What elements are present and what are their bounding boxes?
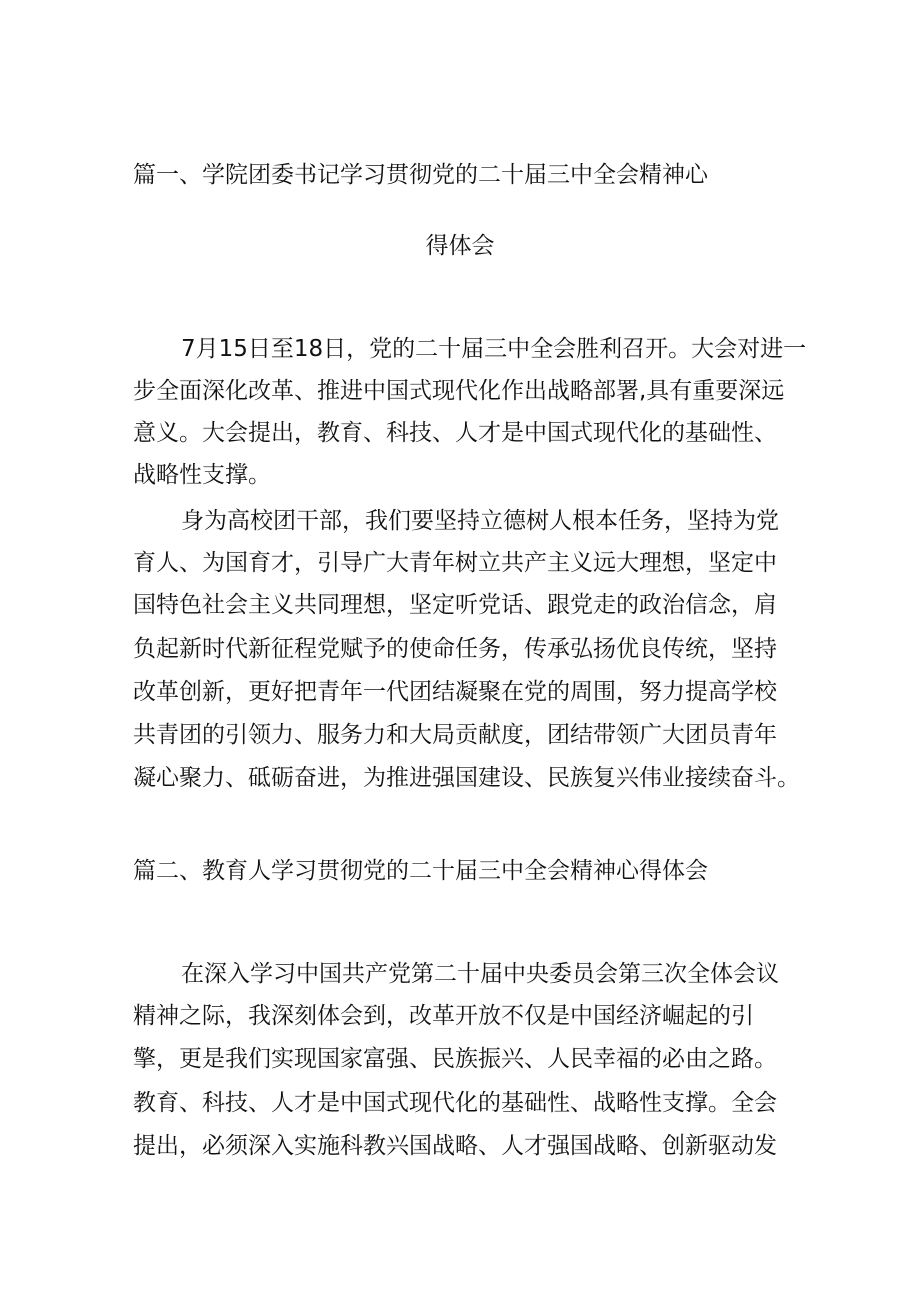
section2-p1-line1: 在深入学习中国共产党第二十届中央委员会第三次全体会议 xyxy=(181,961,779,987)
section2-title: 篇二、教育人学习贯彻党的二十届三中全会精神心得体会 xyxy=(133,858,708,884)
section1-p1-line4: 战略性支撑。 xyxy=(133,462,271,488)
section1-p1-line3: 意义。大会提出，教育、科技、人才是中国式现代化的基础性、 xyxy=(133,420,777,446)
section1-p2-line2: 育人、为国育才，引导广大青年树立共产主义远大理想，坚定中 xyxy=(133,550,777,576)
section1-p2-line6: 共青团的引领力、服务力和大局贡献度，团结带领广大团员青年 xyxy=(133,722,777,748)
section2-p1-line3: 擎，更是我们实现国家富强、民族振兴、人民幸福的必由之路。 xyxy=(133,1046,777,1072)
section1-p2-line7: 凝心聚力、砥砺奋进，为推进强国建设、民族复兴伟业接续奋斗。 xyxy=(133,765,800,791)
section2-p1-line2: 精神之际，我深刻体会到，改革开放不仅是中国经济崛起的引 xyxy=(133,1003,754,1029)
section2-p1-line5: 提出，必须深入实施科教兴国战略、人才强国战略、创新驱动发 xyxy=(133,1133,777,1159)
section1-p1-line2: 步全面深化改革、推进中国式现代化作出战略部署,具有重要深远 xyxy=(133,378,785,404)
section2-p1-line4: 教育、科技、人才是中国式现代化的基础性、战略性支撑。全会 xyxy=(133,1090,777,1116)
section1-p1-line1: 7月15日至18日，党的二十届三中全会胜利召开。大会对进一 xyxy=(181,336,807,362)
section1-p2-line5: 改革创新，更好把青年一代团结凝聚在党的周围，努力提高学校 xyxy=(133,679,777,705)
section1-title-line2: 得体会 xyxy=(425,233,495,259)
section1-p2-line1: 身为高校团干部，我们要坚持立德树人根本任务，坚持为党 xyxy=(181,508,779,534)
section1-p2-line3: 国特色社会主义共同理想，坚定听党话、跟党走的政治信念，肩 xyxy=(133,592,777,618)
section1-title-line1: 篇一、学院团委书记学习贯彻党的二十届三中全会精神心 xyxy=(133,162,708,188)
section1-p2-line4: 负起新时代新征程党赋予的使命任务，传承弘扬优良传统，坚持 xyxy=(133,636,777,662)
